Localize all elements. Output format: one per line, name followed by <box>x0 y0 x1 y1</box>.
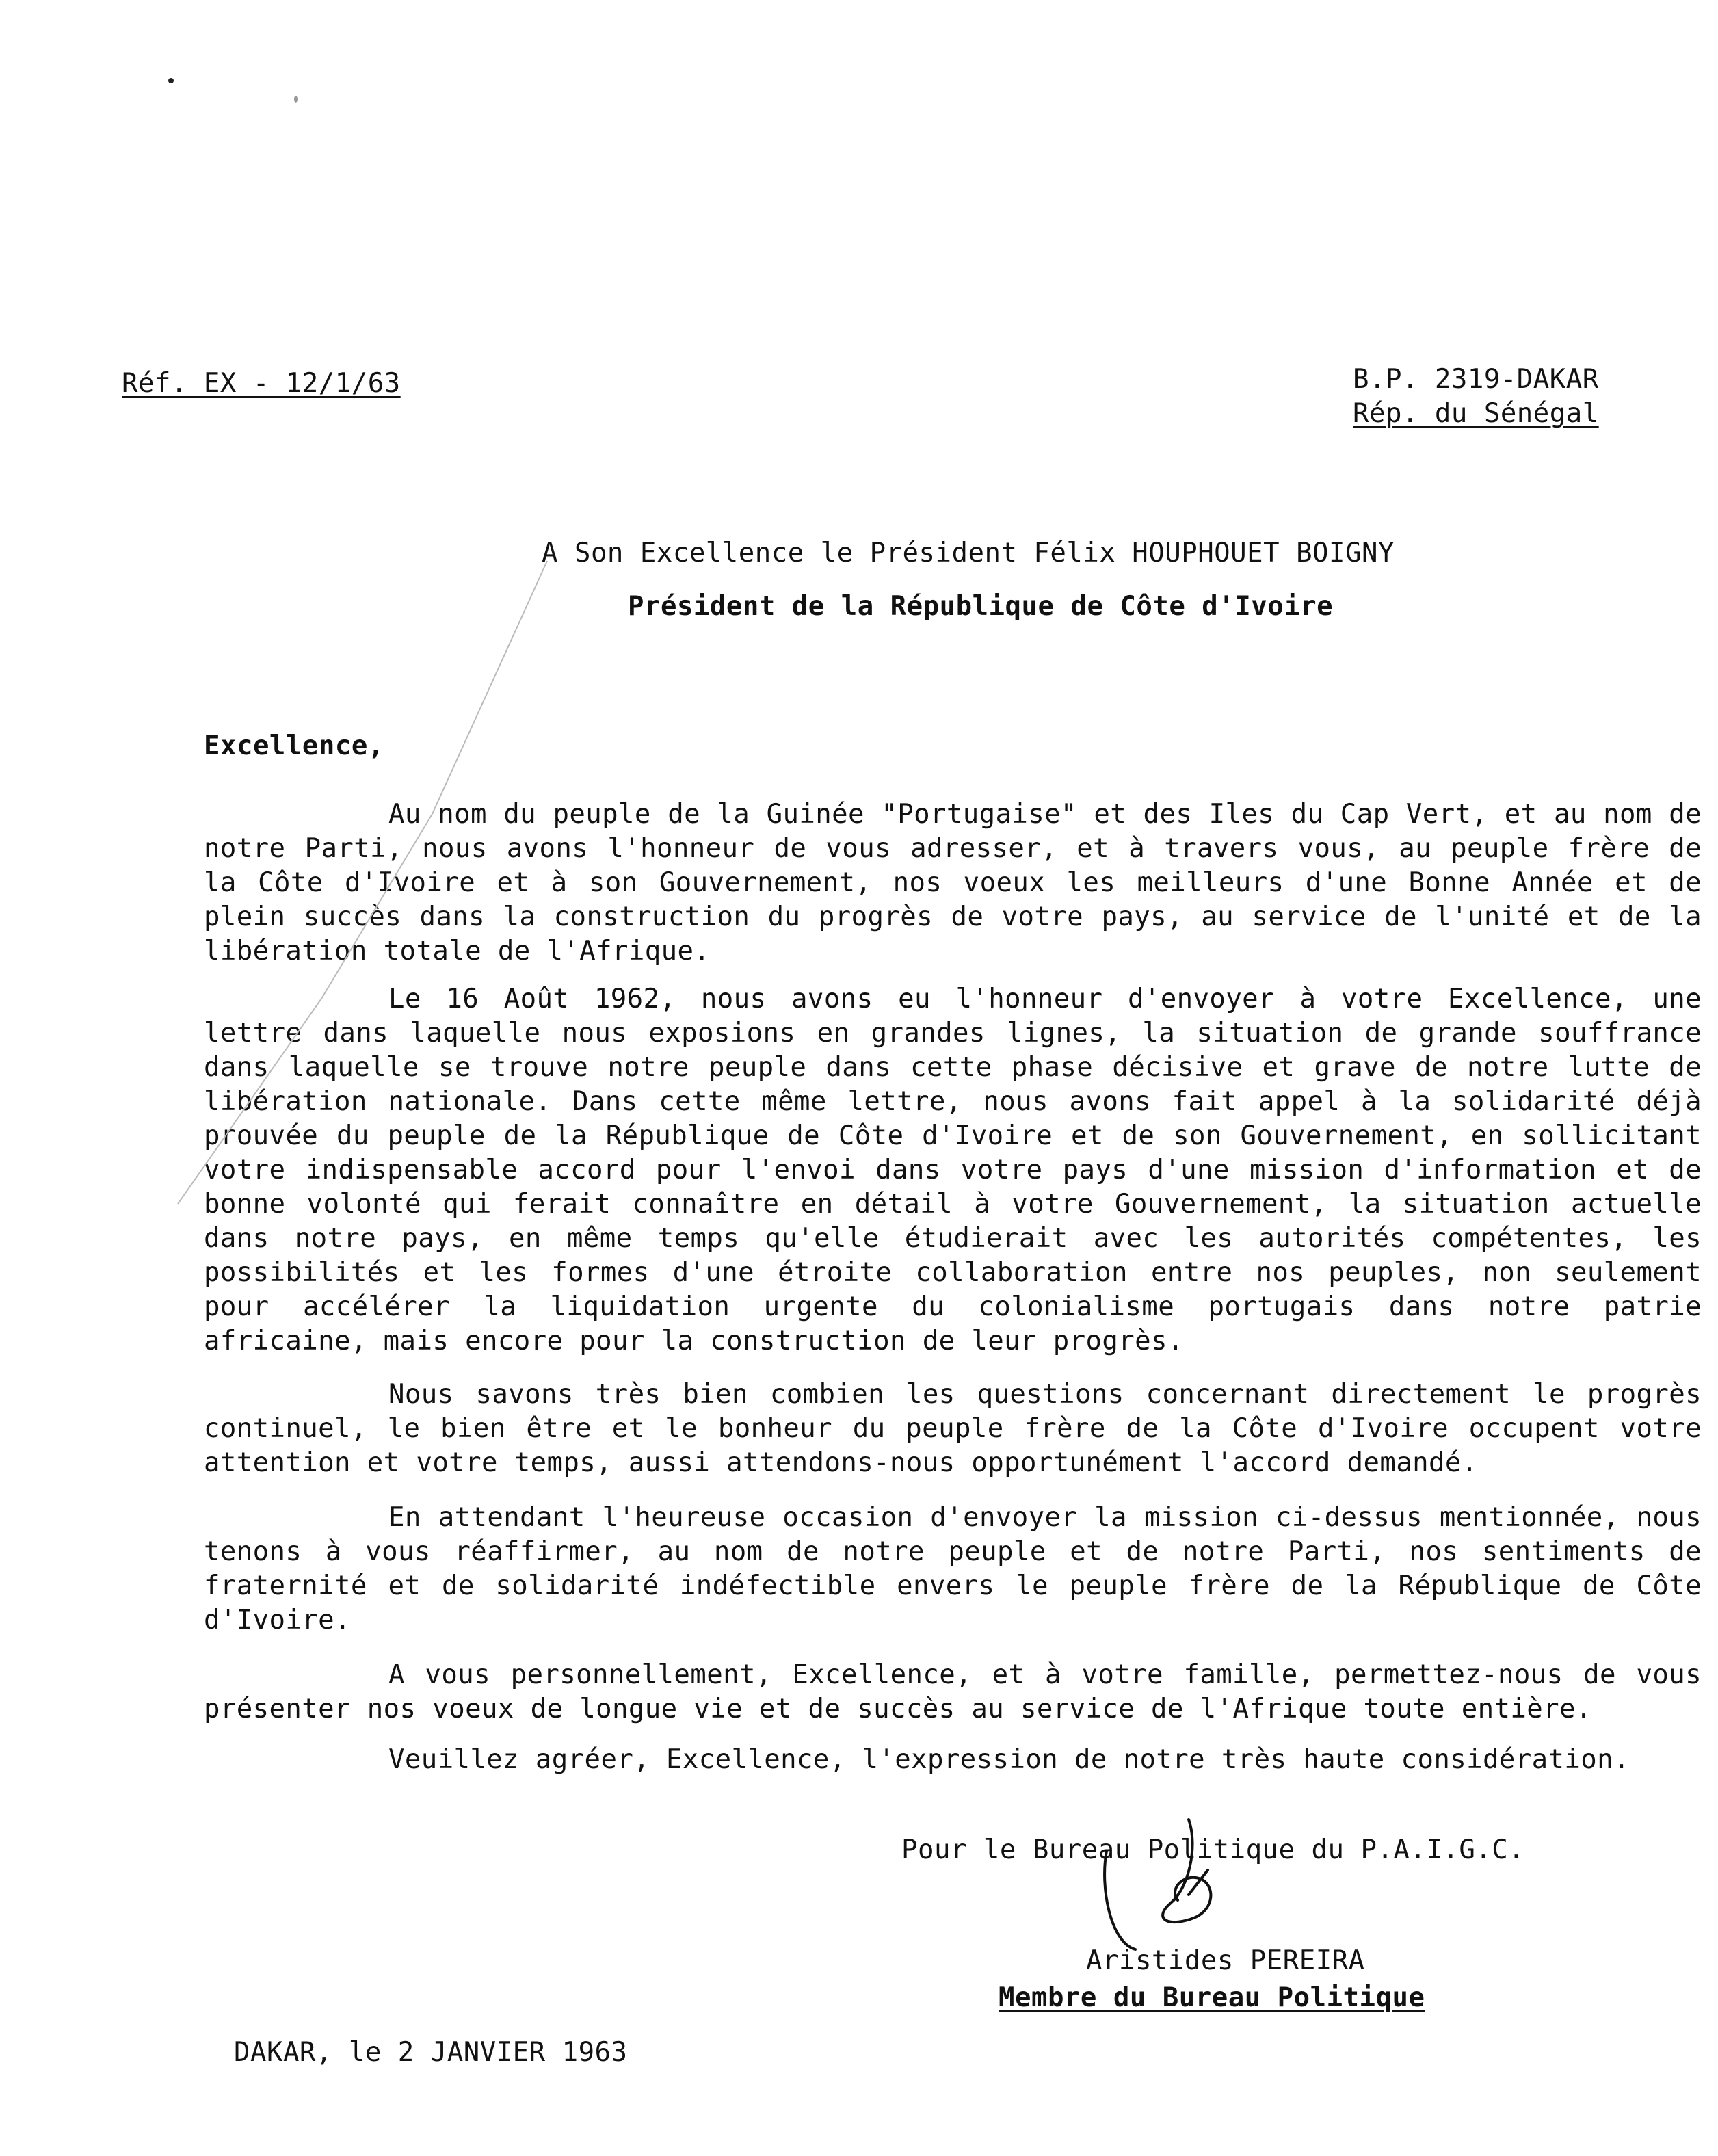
body-paragraph-6: Veuillez agréer, Excellence, l'expression de notre très haute considération. <box>388 1744 1630 1775</box>
signatory-name: Aristides PEREIRA <box>1086 1945 1365 1976</box>
recipient-line-1: A Son Excellence le Président Félix HOUPHOUET BOIGNY <box>542 538 1395 568</box>
signatory-title: Membre du Bureau Politique <box>999 1982 1425 2013</box>
body-paragraph-1: Au nom du peuple de la Guinée "Portugaise" et des Iles du Cap Vert, et au nom de notre Parti, nous avons l'honneur de vous adresser, et à travers vous, au peuple frère de la Côte d'Ivoire et à son Gouvernement, nos voeux les meilleurs d'une Bonne Année et de plein succès dans la construction du progrès de votre pays, au service de l'unité et de la libération totale de l'Afrique. <box>204 799 1702 967</box>
on-behalf-line: Pour le Bureau Politique du P.A.I.G.C. <box>901 1835 1525 1865</box>
salutation: Excellence, <box>204 731 384 761</box>
place-date: DAKAR, le 2 JANVIER 1963 <box>234 2037 628 2068</box>
po-box: B.P. 2319-DAKAR <box>1353 364 1599 395</box>
recipient-line-2: Président de la République de Côte d'Ivoire <box>628 591 1334 622</box>
country-line: Rép. du Sénégal <box>1353 398 1599 429</box>
body-paragraph-3: Nous savons très bien combien les questions concernant directement le progrès continuel, le bien être et le bonheur du peuple frère de la Côte d'Ivoire occupent votre attention et votre temps, aussi attendons-nous opportunément l'accord demandé. <box>204 1379 1702 1478</box>
body-paragraph-2: Le 16 Août 1962, nous avons eu l'honneur d'envoyer à votre Excellence, une lettre dans laquelle nous exposions en grandes lignes, la situation de grande souffrance dans laquelle se trouve notre peuple dans cette phase décisive et grave de notre lutte de libération nationale. Dans cette même lettre, nous avons fait appel à la solidarité déjà prouvée du peuple de la République de Côte d'Ivoire et de son Gouvernement, en sollicitant votre indispensable accord pour l'envoi dans votre pays d'une mission d'information et de bonne volonté qui ferait connaître en détail à votre Gouvernement, la situation actuelle dans notre pays, en même temps qu'elle étudierait avec les autorités compétentes, les possibilités et les formes d'une étroite collaboration entre nos peuples, non seulement pour accélérer la liquidation urgente du colonialisme portugais dans notre patrie africaine, mais encore pour la construction de leur progrès. <box>204 984 1702 1356</box>
scan-speck <box>168 78 174 83</box>
scan-speck <box>294 96 298 103</box>
body-paragraph-5: A vous personnellement, Excellence, et à votre famille, permettez-nous de vous présenter nos voeux de longue vie et de succès au service de l'Afrique toute entière. <box>204 1659 1702 1724</box>
body-paragraph-4: En attendant l'heureuse occasion d'envoyer la mission ci-dessus mentionnée, nous tenons à vous réaffirmer, au nom de notre peuple et de notre Parti, nos sentiments de fraternité et de solidarité indéfectible envers le peuple frère de la République de Côte d'Ivoire. <box>204 1502 1702 1635</box>
reference-number: Réf. EX - 12/1/63 <box>122 368 401 399</box>
